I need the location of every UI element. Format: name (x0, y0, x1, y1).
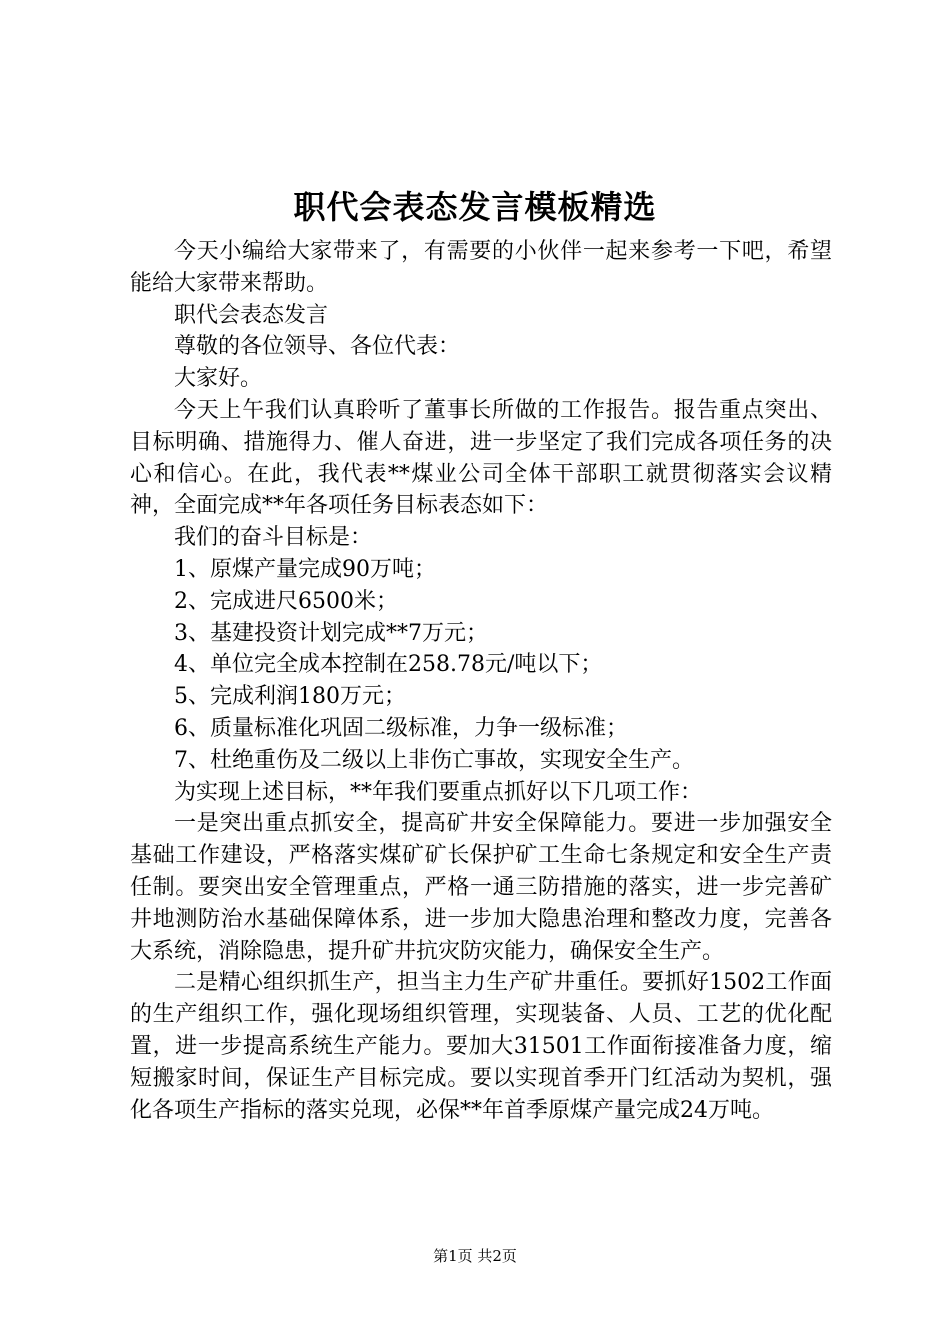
goal-item: 6、质量标准化巩固二级标准，力争一级标准； (174, 715, 628, 741)
goal-item: 3、基建投资计划完成**7万元； (174, 620, 488, 646)
page-footer: 第1页 共2页 (433, 1247, 517, 1265)
document-body (130, 236, 832, 1126)
paragraph-greeting: 大家好。 (174, 366, 263, 392)
paragraph-goals-heading: 我们的奋斗目标是： (174, 525, 373, 551)
goal-item: 4、单位完全成本控制在258.78元/吨以下； (174, 652, 603, 678)
paragraph-production: 二是精心组织抓生产，担当主力生产矿井重任。要抓好1502工作面的生产组织工作，强化现场组织管理，实现装备、人员、工艺的优化配置，进一步提高系统生产能力。要加大31501工作面衔接准备力度，缩短搬家时间，保证生产目标完成。要以实现首季开门红活动为契机，强化各项生产指标的落实兑现，必保**年首季原煤产量完成24万吨。 (130, 970, 832, 1123)
goal-item: 1、原煤产量完成90万吨； (174, 556, 436, 582)
goal-item: 2、完成进尺6500米； (174, 588, 398, 614)
paragraph-report-summary: 今天上午我们认真聆听了董事长所做的工作报告。报告重点突出、目标明确、措施得力、催人奋进，进一步坚定了我们完成各项任务的决心和信心。在此，我代表**煤业公司全体干部职工就贯彻落实会议精神，全面完成**年各项任务目标表态如下： (130, 397, 832, 519)
paragraph-subtitle: 职代会表态发言 (174, 302, 329, 328)
goal-item: 5、完成利润180万元； (174, 684, 406, 710)
paragraph-salutation: 尊敬的各位领导、各位代表： (174, 334, 461, 360)
paragraph-intro: 今天小编给大家带来了，有需要的小伙伴一起来参考一下吧，希望能给大家带来帮助。 (130, 239, 832, 296)
paragraph-work-heading: 为实现上述目标，**年我们要重点抓好以下几项工作： (174, 779, 703, 805)
goal-item: 7、杜绝重伤及二级以上非伤亡事故，实现安全生产。 (174, 747, 694, 773)
paragraph-safety: 一是突出重点抓安全，提高矿井安全保障能力。要进一步加强安全基础工作建设，严格落实煤矿矿长保护矿工生命七条规定和安全生产责任制。要突出安全管理重点，严格一通三防措施的落实，进一步完善矿井地测防治水基础保障体系，进一步加大隐患治理和整改力度，完善各大系统，消除隐患，提升矿井抗灾防灾能力，确保安全生产。 (130, 811, 832, 964)
document-title: 职代会表态发言模板精选 (293, 188, 657, 226)
